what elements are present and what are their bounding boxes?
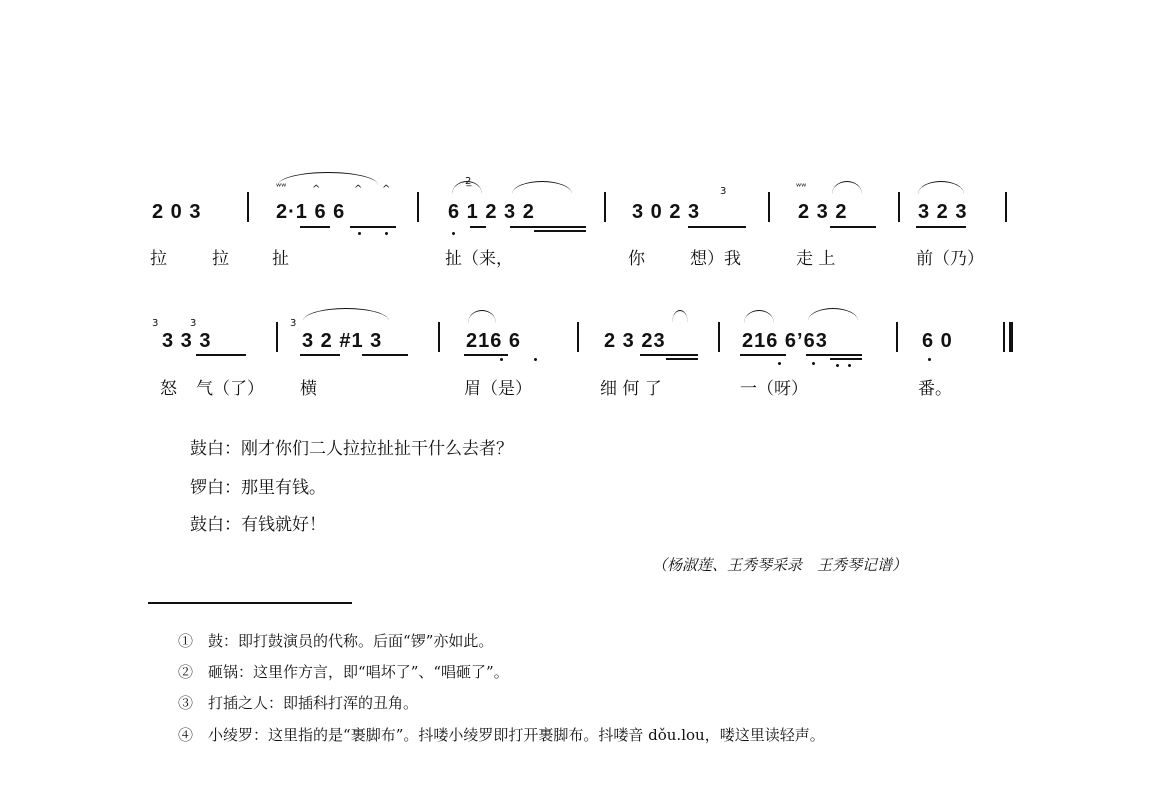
barline bbox=[604, 192, 606, 222]
footnote-separator bbox=[148, 602, 352, 604]
slur bbox=[452, 181, 482, 194]
underline-beat bbox=[534, 230, 586, 232]
dialogue-text: 刚才你们二人拉拉扯扯干什么去者？ bbox=[241, 439, 513, 459]
accent-mark: ^ bbox=[312, 184, 321, 195]
lyric: 细 何 了 bbox=[600, 379, 662, 399]
lower-octave-dot bbox=[848, 364, 851, 367]
speaker-label: 鼓白： bbox=[190, 515, 241, 535]
lyric: 扯（来， bbox=[445, 249, 513, 269]
slur bbox=[512, 181, 572, 194]
lower-octave-dot bbox=[836, 364, 839, 367]
footnote-text: 砸锅：这里作方言，即“唱坏了”、“唱砸了”。 bbox=[208, 663, 509, 681]
slur bbox=[468, 310, 496, 323]
speaker-label: 锣白： bbox=[190, 478, 241, 498]
lyric: 你 bbox=[628, 249, 645, 269]
footnote-marker: ③ bbox=[178, 694, 194, 712]
slur bbox=[918, 181, 964, 194]
grace-note: 2̲ bbox=[465, 176, 472, 187]
lyric: 横 bbox=[300, 379, 317, 399]
lyric: 走 上 bbox=[796, 249, 836, 269]
slur bbox=[744, 310, 774, 323]
mordent-ornament: ʷʷ bbox=[276, 182, 287, 193]
measure-2: 2·1 6 6 bbox=[276, 201, 346, 223]
dialogue-line bbox=[190, 473, 326, 498]
underline-beat bbox=[362, 354, 408, 356]
slur bbox=[278, 172, 378, 185]
underline-beat bbox=[510, 226, 586, 228]
lyric: 怒 bbox=[160, 379, 177, 399]
measure-3: 6 1 2 3 2 bbox=[448, 201, 535, 223]
lyric: 拉 bbox=[212, 249, 229, 269]
slur bbox=[303, 308, 389, 321]
measure-4: 3 0 2 3 bbox=[632, 201, 701, 223]
slur bbox=[672, 310, 688, 323]
dialogue-line bbox=[190, 510, 326, 535]
accent-mark: ^ bbox=[382, 184, 391, 195]
barline bbox=[768, 192, 770, 222]
footnote-text: 小绫罗：这里指的是“裹脚布”。抖喽小绫罗即打开裹脚布。抖喽音 dǒu.lou，喽这里读轻声。 bbox=[208, 726, 825, 744]
speaker-label: 鼓白： bbox=[190, 439, 241, 459]
underline-beat bbox=[830, 358, 862, 360]
barline bbox=[276, 322, 278, 352]
underline-beat bbox=[640, 354, 698, 356]
accent-mark: ^ bbox=[354, 184, 363, 195]
mordent-ornament: ʷʷ bbox=[796, 182, 807, 193]
footnote-text: 打插之人：即插科打浑的丑角。 bbox=[208, 694, 419, 712]
lower-octave-dot bbox=[358, 232, 361, 235]
measure-6: 3 2 3 bbox=[918, 201, 968, 223]
measure-9: 216 6 bbox=[466, 330, 522, 352]
grace-note: 3 bbox=[720, 186, 727, 197]
lower-octave-dot bbox=[778, 362, 781, 365]
barline bbox=[718, 322, 720, 352]
underline-beat bbox=[830, 226, 876, 228]
footnote bbox=[178, 724, 825, 745]
barline bbox=[438, 322, 440, 352]
dialogue-text: 那里有钱。 bbox=[241, 478, 326, 498]
grace-note: 3 bbox=[152, 318, 159, 329]
measure-10: 2 3 23 bbox=[604, 330, 666, 352]
dialogue-line bbox=[190, 434, 513, 459]
lyric: 想）我 bbox=[690, 249, 741, 269]
measure-8: 3 2 #1 3 bbox=[302, 330, 383, 352]
underline-beat bbox=[916, 226, 966, 228]
underline-beat bbox=[666, 358, 698, 360]
grace-note: 3 bbox=[290, 318, 297, 329]
underline-beat bbox=[470, 226, 486, 228]
measure-12: 6 0 bbox=[922, 330, 953, 352]
slur bbox=[808, 308, 858, 321]
final-barline-thick bbox=[1009, 322, 1013, 352]
slur bbox=[832, 181, 862, 194]
lyric: 一（呀） bbox=[740, 379, 808, 399]
lyric: 扯 bbox=[272, 249, 289, 269]
lyric: 气（了） bbox=[196, 379, 264, 399]
underline-beat bbox=[806, 354, 862, 356]
footnote bbox=[178, 630, 493, 651]
lyric: 前（乃） bbox=[916, 249, 984, 269]
lower-octave-dot bbox=[452, 232, 455, 235]
lower-octave-dot bbox=[500, 358, 503, 361]
footnote-marker: ① bbox=[178, 632, 194, 650]
barline bbox=[896, 322, 898, 352]
lower-octave-dot bbox=[812, 362, 815, 365]
measure-11: 216 6’63 bbox=[742, 330, 828, 352]
measure-1: 2 0 3 bbox=[152, 201, 202, 223]
footnote bbox=[178, 661, 509, 682]
underline-beat bbox=[464, 354, 508, 356]
barline bbox=[247, 192, 249, 222]
underline-beat bbox=[300, 226, 330, 228]
lyric: 拉 bbox=[150, 249, 167, 269]
dialogue-text: 有钱就好！ bbox=[241, 515, 326, 535]
barline bbox=[898, 192, 900, 222]
measure-5: 2 3 2 bbox=[798, 201, 848, 223]
footnote-text: 鼓：即打鼓演员的代称。后面“锣”亦如此。 bbox=[208, 632, 494, 650]
underline-beat bbox=[196, 354, 246, 356]
underline-beat bbox=[740, 354, 786, 356]
footnote-marker: ② bbox=[178, 663, 194, 681]
footnote bbox=[178, 692, 418, 713]
barline bbox=[1005, 192, 1007, 222]
footnote-marker: ④ bbox=[178, 726, 194, 744]
barline bbox=[577, 322, 579, 352]
lyric: 眉（是） bbox=[464, 379, 532, 399]
transcription-credit: （杨淑莲、王秀琴采录 王秀琴记谱） bbox=[652, 556, 908, 574]
final-barline-thin bbox=[1003, 322, 1005, 352]
lyric: 番。 bbox=[918, 379, 952, 399]
barline bbox=[417, 192, 419, 222]
lower-octave-dot bbox=[928, 358, 931, 361]
underline-beat bbox=[350, 226, 396, 228]
lower-octave-dot bbox=[385, 232, 388, 235]
lower-octave-dot bbox=[534, 358, 537, 361]
grace-note: 3 bbox=[190, 318, 197, 329]
measure-7: 3 3 3 bbox=[162, 330, 212, 352]
underline-beat bbox=[300, 354, 340, 356]
underline-beat bbox=[688, 226, 746, 228]
